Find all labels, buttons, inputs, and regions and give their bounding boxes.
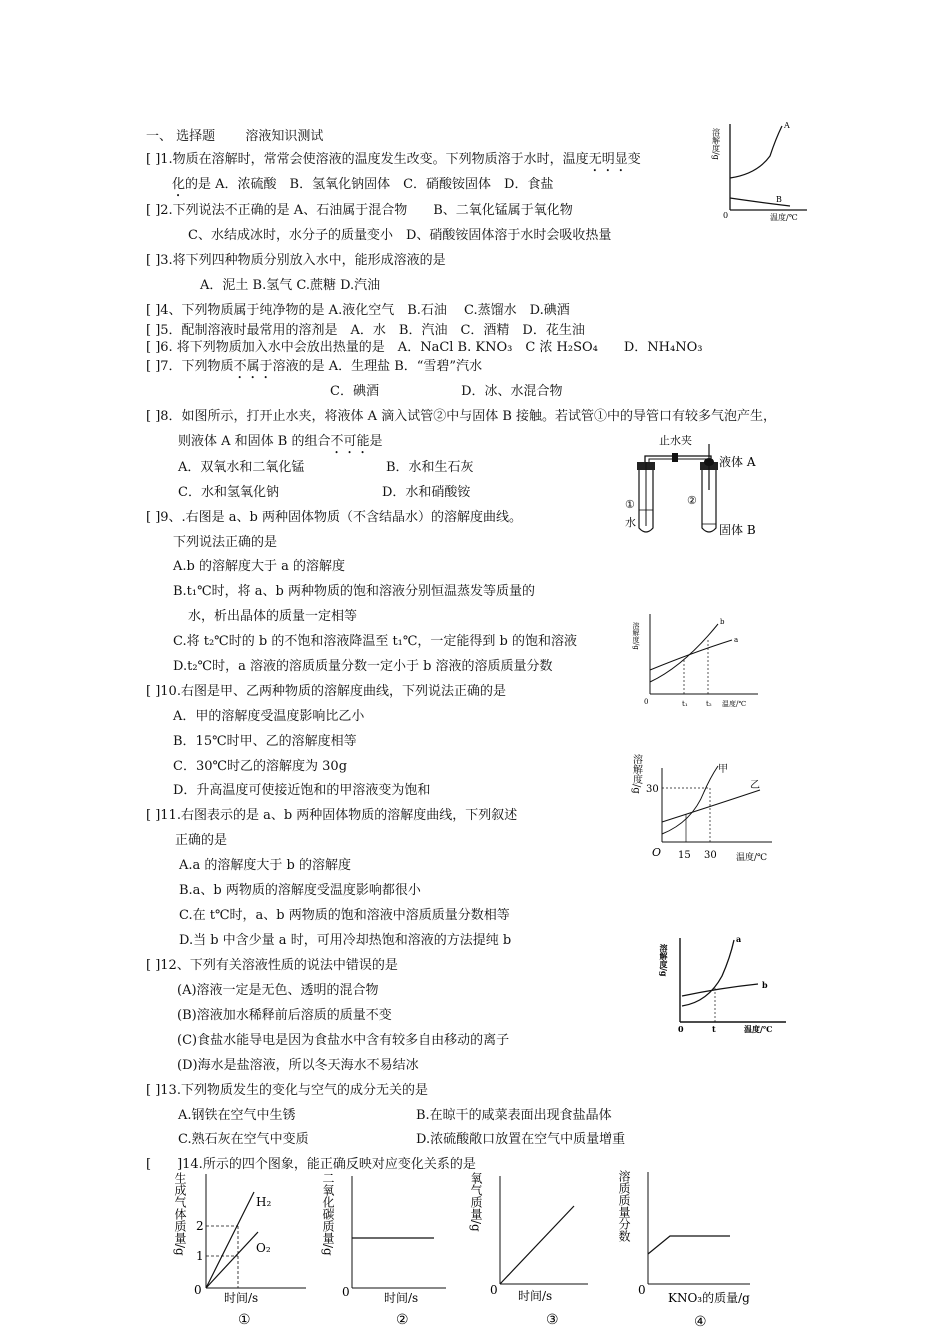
y30-label: 30 bbox=[646, 784, 659, 795]
question-9-line2: 下列说法正确的是 bbox=[173, 535, 278, 550]
q9-option-c: C.将 t₂℃时的 b 的不饱和溶液降温至 t₁℃，一定能得到 b 的饱和溶液 bbox=[173, 634, 578, 649]
q11-option-c: C.在 t℃时，a、b 两物质的饱和溶液中溶质质量分数相等 bbox=[179, 908, 510, 923]
question-1-line1 bbox=[146, 151, 641, 175]
figure-q14-graph-4 bbox=[618, 1166, 778, 1340]
t2-label: t₂ bbox=[706, 700, 712, 708]
curve-a bbox=[650, 640, 732, 670]
x15-label: 15 bbox=[678, 850, 691, 861]
question-9-line1: [ ]9、.右图是 a、b 两种固体物质（不含结晶水）的溶解度曲线。 bbox=[146, 510, 523, 525]
y-axis-label: 溶解度/g bbox=[632, 622, 640, 650]
water-label: 水 bbox=[625, 516, 636, 529]
curve-b-label: b bbox=[762, 980, 768, 990]
y2-label: 2 bbox=[196, 1219, 204, 1233]
curve-a-label: a bbox=[736, 934, 742, 944]
curve-yi-label: 乙 bbox=[750, 780, 760, 791]
clip-label: 止水夹 bbox=[659, 434, 692, 447]
origin-label: 0 bbox=[678, 1024, 684, 1034]
curve-b-label: b bbox=[720, 618, 725, 626]
question-2-line2: C、水结成冰时，水分子的质量变小 D、硝酸铵固体溶于水时会吸收热量 bbox=[188, 228, 612, 243]
y-axis-label: 氧气质量/g bbox=[469, 1172, 483, 1232]
q9-option-a: A.b 的溶解度大于 a 的溶解度 bbox=[173, 559, 345, 574]
curve-jia-label: 甲 bbox=[718, 764, 728, 775]
question-2-line1: [ ]2.下列说法不正确的是 A、石油属于混合物 B、二氧化锰属于氧化物 bbox=[146, 203, 573, 218]
q13-option-a: A.钢铁在空气中生锈 bbox=[178, 1108, 296, 1123]
x30-label: 30 bbox=[704, 850, 717, 861]
q1-emphasis: 无明显 bbox=[588, 152, 628, 167]
q8-text-end: 是 bbox=[369, 434, 383, 449]
origin-label: 0 bbox=[644, 698, 649, 706]
q13-option-d: D.浓硫酸敞口放置在空气中质量增重 bbox=[416, 1132, 626, 1147]
question-11-line2: 正确的是 bbox=[175, 833, 228, 848]
o2-label: O₂ bbox=[256, 1241, 271, 1255]
question-8-line2 bbox=[178, 433, 383, 457]
origin-label: 0 bbox=[723, 211, 729, 220]
tube-1-label: ① bbox=[625, 498, 635, 511]
y-axis-label: 溶解度/g bbox=[711, 128, 721, 160]
q8-option-d: D．水和硝酸铵 bbox=[382, 485, 471, 500]
q12-option-c: (C)食盐水能导电是因为食盐水中含有较多自由移动的离子 bbox=[177, 1033, 510, 1048]
x-axis-label: 温度/℃ bbox=[736, 853, 768, 863]
curve-a bbox=[730, 126, 782, 178]
figure-q11 bbox=[660, 930, 790, 1034]
line-o2 bbox=[206, 1232, 258, 1288]
q10-option-d: D．升高温度可使接近饱和的甲溶液变为饱和 bbox=[173, 783, 431, 798]
curve-yi bbox=[662, 790, 760, 822]
q12-option-a: (A)溶液一定是无色、透明的混合物 bbox=[177, 983, 379, 998]
y-axis-label: 生成气体质量/g bbox=[173, 1172, 187, 1256]
x-axis-label: 温度/℃ bbox=[744, 1024, 773, 1034]
q13-option-b: B.在晾干的咸菜表面出现食盐晶体 bbox=[416, 1108, 612, 1123]
q12-option-b: (B)溶液加水稀释前后溶质的质量不变 bbox=[177, 1008, 392, 1023]
q7-options-ab: 溶液的是 A．生理盐 B．“雪碧”汽水 bbox=[272, 359, 483, 374]
line-h2 bbox=[206, 1192, 254, 1288]
dropper-bulb bbox=[704, 458, 714, 466]
question-5: [ ]5．配制溶液时最常用的溶剂是 A．水 B．汽油 C．酒精 D．花生油 bbox=[146, 323, 585, 338]
q11-option-b: B.a、b 两物质的溶解度受温度影响都很小 bbox=[179, 883, 421, 898]
q1-text-end: 变 bbox=[627, 152, 641, 167]
section-heading bbox=[146, 128, 323, 146]
y-axis-label: 溶质质量分数 bbox=[617, 1170, 631, 1242]
q9-option-b2: 水，析出晶体的质量一定相等 bbox=[188, 609, 358, 624]
x-axis-label: 时间/s bbox=[384, 1291, 419, 1305]
q7-text: [ ]7．下列物质 bbox=[146, 359, 234, 374]
t-label: t bbox=[712, 1024, 716, 1034]
q1-emphasis-2: 化 bbox=[172, 177, 186, 192]
origin-label: 0 bbox=[194, 1283, 202, 1297]
question-6: [ ]6. 将下列物质加入水中会放出热量的是 A．NaCl B. KNO₃ C 浓 H₂SO₄ D．NH₄NO₃ bbox=[146, 340, 703, 355]
q13-option-c: C.熟石灰在空气中变质 bbox=[178, 1132, 309, 1147]
graph-number: ③ bbox=[546, 1312, 559, 1328]
question-11-line1: [ ]11.右图表示的是 a、b 两种固体物质的溶解度曲线，下列叙述 bbox=[146, 808, 518, 823]
origin-label: 0 bbox=[490, 1283, 498, 1297]
origin-label: O bbox=[652, 846, 662, 859]
curve-b bbox=[682, 984, 758, 996]
x-axis-label: KNO₃的质量/g bbox=[668, 1291, 750, 1305]
graph-number: ② bbox=[396, 1312, 409, 1328]
q8-option-c: C．水和氢氧化钠 bbox=[178, 485, 279, 500]
q10-option-a: A．甲的溶解度受温度影响比乙小 bbox=[173, 709, 365, 724]
question-8-line1: [ ]8．如图所示，打开止水夹，将液体 A 滴入试管②中与固体 B 接触。若试管①中的导管口有较多气泡产生， bbox=[146, 409, 777, 424]
line-rise-then-flat bbox=[648, 1236, 730, 1254]
figure-apparatus bbox=[615, 430, 775, 542]
y-axis-label: 二氧化碳质量/g bbox=[321, 1172, 335, 1256]
q1-options: 的是 A．浓硫酸 B．氢氧化钠固体 C．硝酸铵固体 D．食盐 bbox=[185, 177, 554, 192]
question-3-options: A．泥土 B.氢气 C.蔗糖 D.汽油 bbox=[200, 278, 381, 293]
question-7-line2: C．碘酒 D．冰、水混合物 bbox=[330, 384, 563, 399]
x-axis-label: 时间/s bbox=[224, 1291, 259, 1305]
figure-solubility-ab bbox=[712, 116, 812, 226]
origin-label: 0 bbox=[638, 1283, 646, 1297]
q7-emphasis: 不属于 bbox=[233, 359, 273, 374]
figure-q14-graph-2 bbox=[322, 1168, 452, 1340]
question-10-line1: [ ]10.右图是甲、乙两种物质的溶解度曲线，下列说法正确的是 bbox=[146, 684, 506, 699]
q9-option-d: D.t₂℃时，a 溶液的溶质质量分数一定小于 b 溶液的溶质质量分数 bbox=[173, 659, 553, 674]
question-4: [ ]4、下列物质属于纯净物的是 A.液化空气 B.石油 C.蒸馏水 D.碘酒 bbox=[146, 303, 570, 318]
q8-text: 则液体 A 和固体 B 的组合 bbox=[178, 434, 331, 449]
q8-emphasis: 不可能 bbox=[330, 434, 370, 449]
q11-option-d: D.当 b 中含少量 a 时，可用冷却热饱和溶液的方法提纯 b bbox=[179, 933, 512, 948]
q11-option-a: A.a 的溶解度大于 b 的溶解度 bbox=[179, 858, 351, 873]
figure-q14-graph-1 bbox=[174, 1168, 314, 1340]
question-12-line1: [ ]12、下列有关溶液性质的说法中错误的是 bbox=[146, 958, 398, 973]
tube-2-label: ② bbox=[687, 494, 697, 507]
figure-q10 bbox=[632, 742, 782, 866]
page-title: 溶液知识测试 bbox=[245, 129, 324, 144]
q12-option-d: (D)海水是盐溶液，所以冬天海水不易结冰 bbox=[177, 1058, 419, 1073]
question-7-line1 bbox=[146, 358, 482, 382]
curve-a-label: a bbox=[734, 636, 739, 644]
section-label: 一、 选择题 bbox=[146, 129, 216, 144]
question-1-line2 bbox=[172, 176, 553, 200]
question-13-line1: [ ]13.下列物质发生的变化与空气的成分无关的是 bbox=[146, 1083, 428, 1098]
curve-b-label: B bbox=[776, 195, 782, 204]
x-axis-label: 温度/℃ bbox=[722, 700, 747, 708]
curve-a-label: A bbox=[784, 121, 790, 130]
question-14-line1: [ ]14.所示的四个图象，能正确反映对应变化关系的是 bbox=[146, 1157, 476, 1172]
x-axis-label: 温度/℃ bbox=[770, 213, 798, 222]
liquid-a-label: 液体 A bbox=[719, 455, 756, 469]
question-3-line1: [ ]3.将下列四种物质分别放入水中，能形成溶液的是 bbox=[146, 253, 446, 268]
solid-b-label: 固体 B bbox=[719, 523, 756, 537]
curve-a bbox=[682, 940, 734, 1006]
q9-option-b1: B.t₁℃时，将 a、b 两种物质的饱和溶液分别恒温蒸发等质量的 bbox=[173, 584, 536, 599]
h2-label: H₂ bbox=[256, 1195, 272, 1209]
curve-jia bbox=[662, 766, 718, 834]
q10-option-c: C．30℃时乙的溶解度为 30g bbox=[173, 759, 348, 774]
graph-number: ④ bbox=[694, 1314, 707, 1330]
q8-option-a: A．双氧水和二氧化锰 bbox=[178, 460, 305, 475]
y-axis-label: 溶解度/g bbox=[659, 944, 669, 977]
y-axis-label: 溶解度/g bbox=[630, 754, 642, 794]
q1-text: [ ]1.物质在溶解时，常常会使溶液的温度发生改变。下列物质溶于水时，温度 bbox=[146, 152, 589, 167]
origin-label: 0 bbox=[342, 1285, 350, 1299]
line-increasing bbox=[500, 1206, 574, 1284]
figure-q9 bbox=[634, 608, 764, 712]
graph-number: ① bbox=[238, 1312, 251, 1328]
y1-label: 1 bbox=[196, 1249, 204, 1263]
q10-option-b: B．15℃时甲、乙的溶解度相等 bbox=[173, 734, 357, 749]
figure-q14-graph-3 bbox=[470, 1168, 600, 1340]
q8-option-b: B．水和生石灰 bbox=[386, 460, 474, 475]
x-axis-label: 时间/s bbox=[518, 1289, 553, 1303]
clip-icon bbox=[672, 453, 678, 462]
t1-label: t₁ bbox=[682, 700, 688, 708]
